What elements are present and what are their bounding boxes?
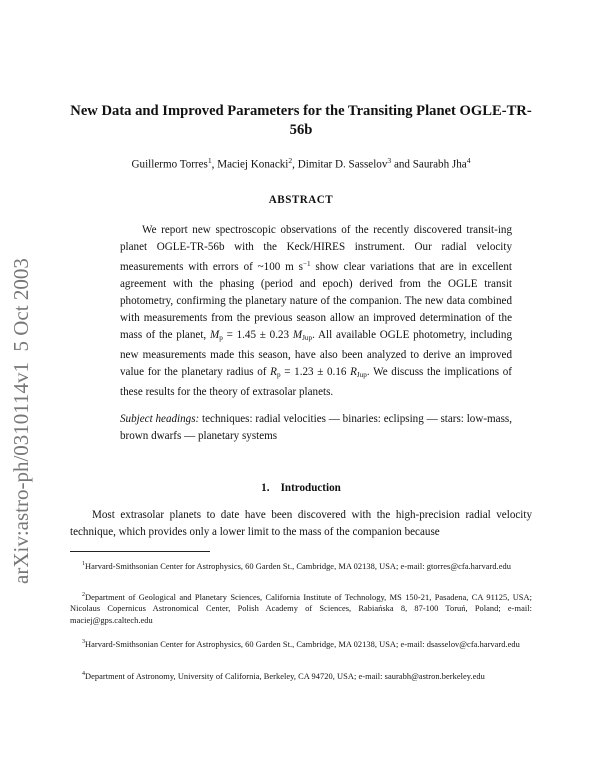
author-name: Saurabh Jha — [412, 158, 467, 171]
abstract-text: . We discuss the implications of these results for the theory of extrasolar planets. — [120, 366, 513, 399]
author-affiliation-mark: 3 — [387, 156, 392, 165]
footnote-text: Department of Astronomy, University of California, Berkeley, CA 94720, USA; e-mail: saurabh@astron.berkeley.edu — [85, 671, 485, 681]
planet-radius-symbol: R — [270, 366, 277, 379]
footnote-divider — [70, 551, 210, 552]
footnote — [70, 669, 532, 682]
author-name: Guillermo Torres — [131, 158, 208, 171]
footnote-mark: 1 — [82, 561, 85, 567]
planet-mass-symbol: M — [209, 329, 220, 342]
footnote — [70, 637, 532, 650]
author-affiliation-mark: 4 — [466, 156, 471, 165]
arxiv-identifier-text: arXiv:astro-ph/0310114v1 5 Oct 2003 — [9, 258, 33, 584]
subject-headings — [120, 411, 512, 445]
planet-mass-value: = 1.45 ± 0.23 — [222, 329, 293, 342]
abstract-body — [120, 222, 512, 401]
author-name: Dimitar D. Sasselov — [297, 158, 388, 171]
planet-mass-subscript: p — [219, 334, 223, 343]
planet-radius-subscript: p — [276, 371, 281, 380]
footnote — [70, 559, 532, 572]
abstract-text: . All available OGLE photometry, including new measurements made this season, have also been analyzed to derive an improved value for the planetary radius of — [120, 329, 512, 379]
author-list — [70, 152, 532, 174]
introduction-paragraph: Most extrasolar planets to date have been discovered with the high-precision radial velocity technique, which provides only a lower limit to the mass of the companion because — [70, 509, 532, 539]
paper-title: New Data and Improved Parameters for the Transiting Planet OGLE-TR-56b — [70, 103, 532, 138]
author-affiliation-mark: 1 — [207, 156, 212, 165]
footnote-text: Harvard-Smithsonian Center for Astrophysics, 60 Garden St., Cambridge, MA 02138, USA; e-mail: dsasselov@cfa.harvard.edu — [85, 639, 520, 649]
unit-exponent: −1 — [302, 260, 311, 269]
author-affiliation-mark: 2 — [288, 156, 293, 165]
subject-headings-label: Subject headings: — [120, 413, 200, 425]
subject-headings-text: techniques: radial velocities — binaries: eclipsing — stars: low-mass, brown dwarfs — planetary systems — [120, 413, 513, 443]
jupiter-radius-subscript: Jup — [356, 371, 367, 380]
author-separator: , — [292, 158, 298, 171]
jupiter-mass-subscript: Jup — [302, 334, 313, 343]
abstract-text: We report new spectroscopic observations of the recently discovered transit-ing planet OGLE-TR-56b with the Keck/HIRES instrument. Our radial velocity measurements with errors of ~100 m s — [120, 224, 512, 274]
abstract-heading: ABSTRACT — [268, 194, 334, 206]
footnote-mark: 3 — [82, 639, 85, 645]
planet-radius-value: = 1.23 ± 0.16 — [280, 366, 351, 379]
author-name: Maciej Konacki — [217, 158, 289, 171]
abstract-text: show clear variations that are in excellent agreement with the phasing (period and epoch) derived from the OGLE transit photometry, confirming the planetary nature of the companion. The new data combined with measurements from the previous season allow an improved determination of the mass of the planet, — [120, 261, 512, 342]
author-separator: and — [391, 158, 413, 171]
jupiter-mass-unit: M — [292, 329, 303, 342]
footnote-mark: 2 — [82, 592, 85, 598]
section-number: 1. — [261, 482, 270, 494]
footnote-text: Department of Geological and Planetary Sciences, California Institute of Technology, MS 150-21, Pasadena, CA 91125, USA; Nicolaus Copernicus Astronomical Center, Polish Academy of Sciences, Rabiańska 8, 87-100 Toruń, Poland; e-mail: maciej@gps.caltech.edu — [70, 592, 532, 625]
section-title: Introduction — [280, 482, 341, 494]
arxiv-identifier-svg — [6, 204, 36, 584]
section-heading — [70, 480, 532, 497]
author-separator: , — [211, 158, 218, 171]
footnote-text: Harvard-Smithsonian Center for Astrophysics, 60 Garden St., Cambridge, MA 02138, USA; e-mail: gtorres@cfa.harvard.edu — [85, 561, 511, 571]
arxiv-identifier-stamp — [6, 204, 36, 584]
jupiter-radius-unit: R — [350, 366, 357, 379]
footnote-mark: 4 — [82, 671, 85, 677]
footnote — [70, 590, 532, 627]
